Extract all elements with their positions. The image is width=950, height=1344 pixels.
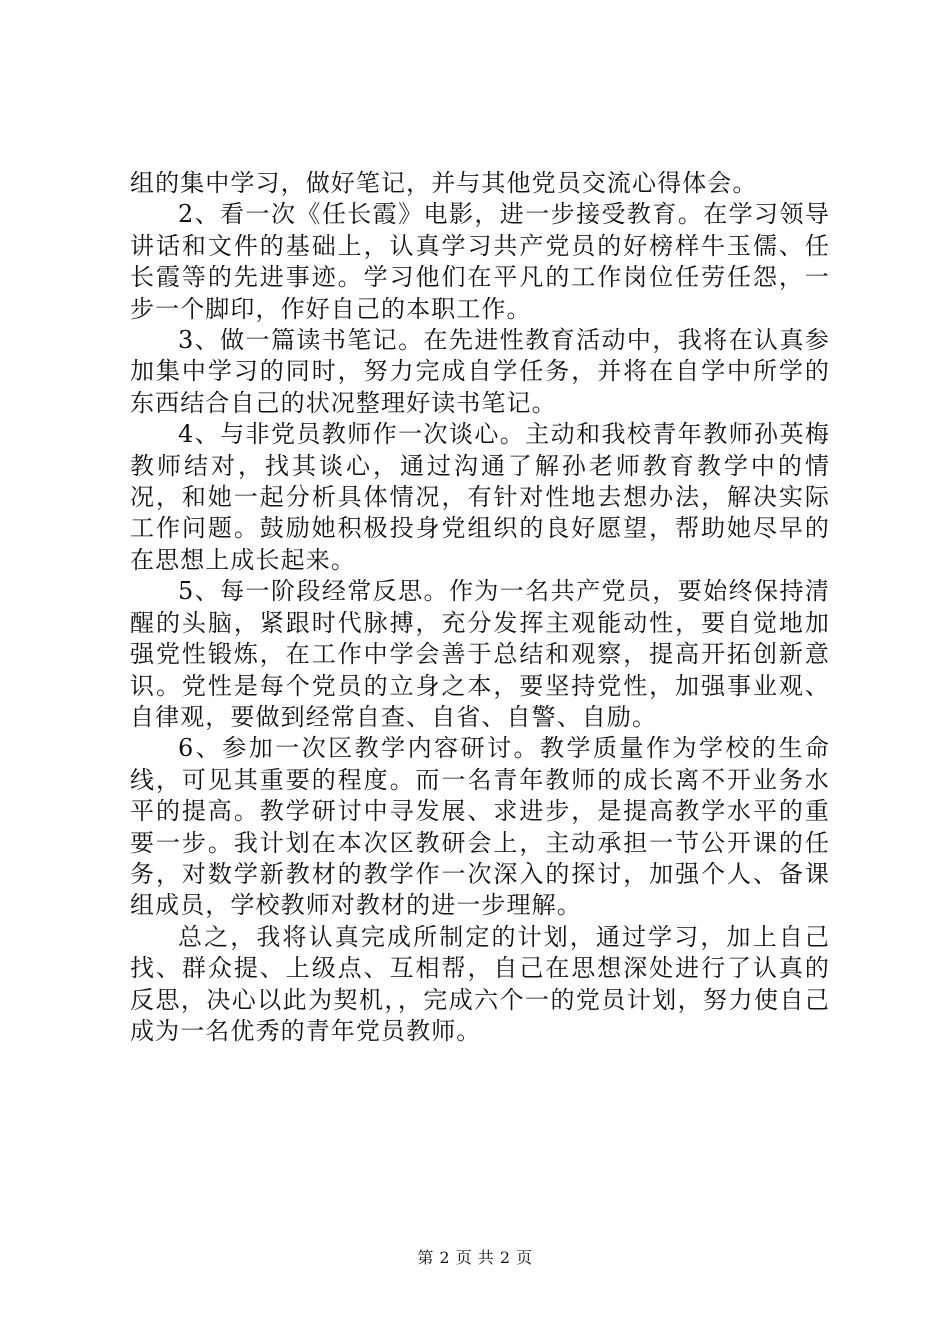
paragraph-item-3: 3、做一篇读书笔记。在先进性教育活动中，我将在认真参加集中学习的同时，努力完成自学任务，并将在自学中所学的东西结合自己的状况整理好读书笔记。 bbox=[130, 326, 830, 417]
document-body bbox=[130, 168, 830, 1047]
page-footer: 第 2 页 共 2 页 bbox=[417, 1248, 533, 1267]
paragraph-summary: 总之，我将认真完成所制定的计划，通过学习，加上自己找、群众提、上级点、互相帮，自己在思想深处进行了认真的反思，决心以此为契机，，完成六个一的党员计划，努力使自己成为一名优秀的青年党员教师。 bbox=[130, 922, 830, 1045]
paragraph-continuation: 组的集中学习，做好笔记，并与其他党员交流心得体会。 bbox=[130, 169, 758, 197]
paragraph-item-4: 4、与非党员教师作一次谈心。主动和我校青年教师孙英梅教师结对，找其谈心，通过沟通了解孙老师教育教学中的情况，和她一起分析具体情况，有针对性地去想办法，解决实际工作问题。鼓励她积极投身党组织的良好愿望，帮助她尽早的在思想上成长起来。 bbox=[130, 420, 830, 574]
paragraph-item-6: 6、参加一次区教学内容研讨。教学质量作为学校的生命线，可见其重要的程度。而一名青年教师的成长离不开业务水平的提高。教学研讨中寻发展、求进步，是提高教学水平的重要一步。我计划在本次区教研会上，主动承担一节公开课的任务，对数学新教材的教学作一次深入的探讨，加强个人、备课组成员，学校教师对教材的进一步理解。 bbox=[130, 734, 830, 920]
paragraph-item-5: 5、每一阶段经常反思。作为一名共产党员，要始终保持清醒的头脑，紧跟时代脉搏，充分发挥主观能动性，要自觉地加强党性锻炼，在工作中学会善于总结和观察，提高开拓创新意识。党性是每个党员的立身之本，要坚持党性，加强事业观、自律观，要做到经常自查、自省、自警、自励。 bbox=[130, 577, 830, 731]
paragraph-item-2: 2、看一次《任长霞》电影，进一步接受教育。在学习领导讲话和文件的基础上，认真学习共产党员的好榜样牛玉儒、任长霞等的先进事迹。学习他们在平凡的工作岗位任劳任怨，一步一个脚印，作好自己的本职工作。 bbox=[130, 200, 830, 323]
